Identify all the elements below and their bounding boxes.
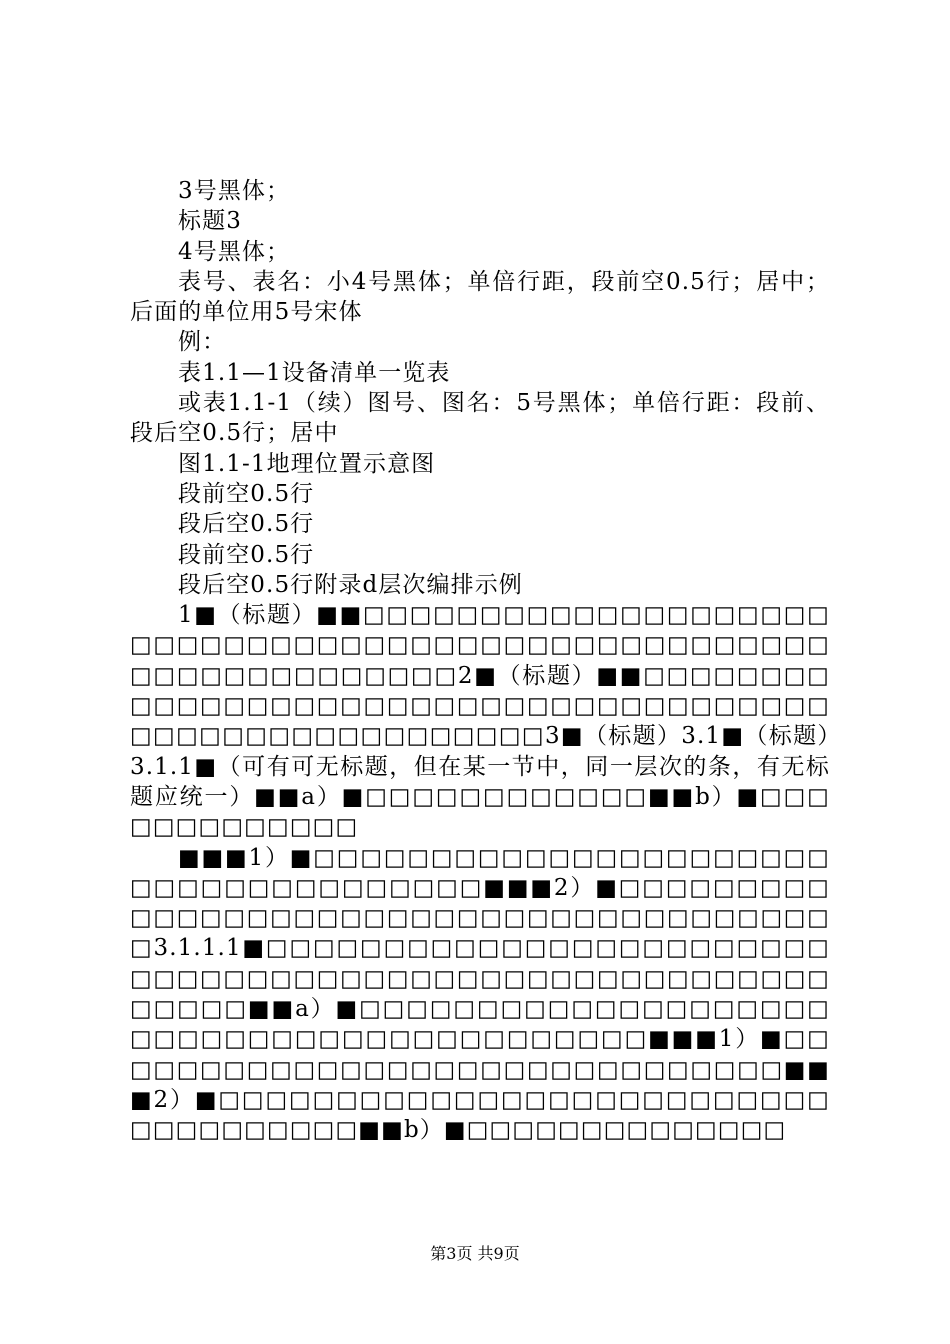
- paragraph: 段前空0.5行: [178, 541, 315, 568]
- paragraph: 标题3: [178, 208, 242, 235]
- paragraph: ■■■1）■□□□□□□□□□□□□□□□□□□□□□□□□□□□□□□□□□□□□□■■■2）■□□□□□□□□□□□□□□□□□□□□□□□□□□□□□□□□□□□□□□□□3.1.1.1■□□□□□□□□□□□□□□□□□□□□□□□□□□□□□□□□□□□□□□□□□□□□□□□□□□□□□□□□□□□■■a）■□□□□□□□□□□□□□□□□□□□□□□□□□□□□□□□□□□□□□□□□□□■■■1）■□□□□□□□□□□□□□□□□□□□□□□□□□□□□□□■■■2）■□□□□□□□□□□□□□□□□□□□□□□□□□□□□□□□□□□□□■■b）■□□□□□□□□□□□□□□: [130, 844, 830, 1144]
- paragraph: 图1.1-1地理位置示意图: [178, 450, 436, 477]
- paragraph: 1■（标题）■■□□□□□□□□□□□□□□□□□□□□□□□□□□□□□□□□□□□□□□□□□□□□□□□□□□□□□□□□□□□□□□□□2■（标题）■■□□□□□□□□□□□□□□□□□□□□□□□□□□□□□□□□□□□□□□□□□□□□□□□□□□□□□□□□3■（标题）3.1■（标题）3.1.1■（可有可无标题，但在某一节中，同一层次的条，有无标题应统一）■■a）■□□□□□□□□□□□□■■b）■□□□□□□□□□□□□□: [130, 602, 830, 841]
- paragraph: 段后空0.5行附录d层次编排示例: [178, 571, 523, 598]
- document-body: [130, 176, 830, 1146]
- paragraph: 或表1.1-1（续）图号、图名：5号黑体；单倍行距：段前、段后空0.5行；居中: [130, 390, 830, 447]
- page-number: 第3页 共9页: [430, 1244, 520, 1263]
- paragraph: 例：: [178, 329, 227, 356]
- paragraph: 4号黑体；: [178, 238, 291, 265]
- page-footer: [0, 1243, 950, 1265]
- paragraph: 表1.1—1设备清单一览表: [178, 359, 451, 386]
- paragraph: 3号黑体；: [178, 178, 291, 204]
- paragraph: 段后空0.5行: [178, 511, 315, 538]
- paragraph: 段前空0.5行: [178, 480, 315, 507]
- paragraph: 表号、表名：小4号黑体；单倍行距，段前空0.5行；居中；后面的单位用5号宋体: [130, 268, 830, 326]
